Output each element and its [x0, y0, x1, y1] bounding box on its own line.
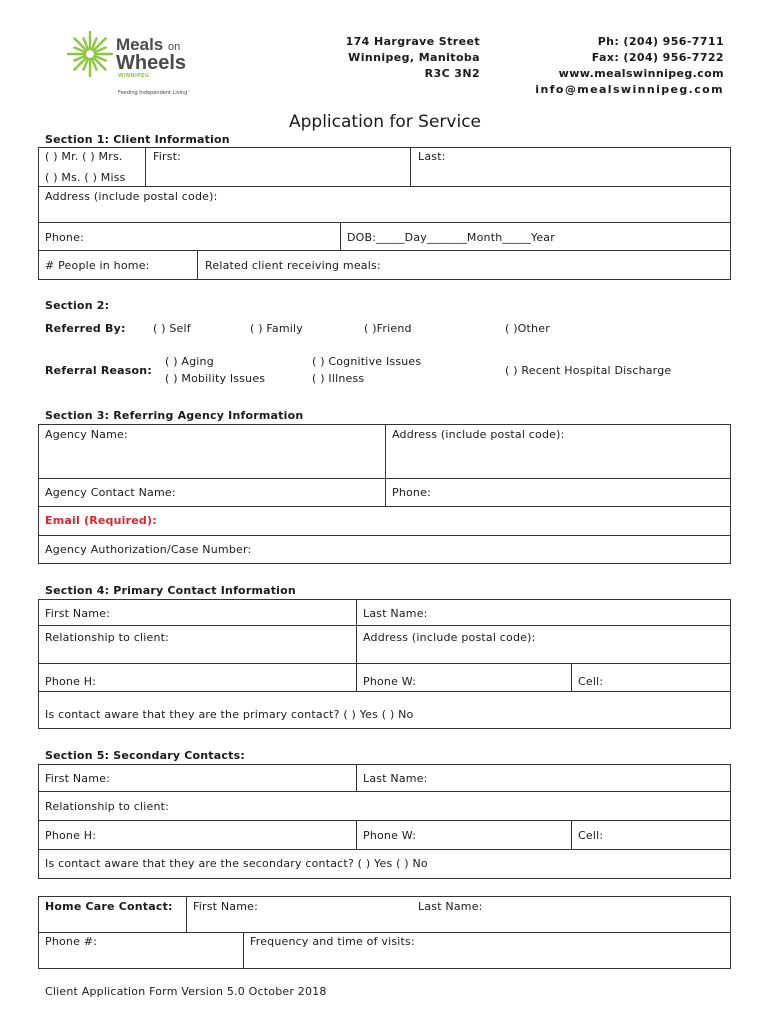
home-care-label: Home Care Contact:	[45, 900, 173, 913]
secondary-first-name-field[interactable]: First Name:	[45, 772, 111, 785]
referral-reason-label: Referral Reason:	[45, 364, 152, 377]
primary-address-field[interactable]: Address (include postal code):	[363, 631, 536, 644]
contact-block	[535, 34, 724, 98]
client-address-field[interactable]: Address (include postal code):	[45, 190, 218, 203]
reason-hospital-discharge-option[interactable]: ( ) Recent Hospital Discharge	[505, 364, 672, 377]
address-block	[346, 34, 480, 82]
client-phone-field[interactable]: Phone:	[45, 231, 84, 244]
referred-family-option[interactable]: ( ) Family	[250, 322, 303, 335]
section3-heading: Section 3: Referring Agency Information	[45, 409, 304, 422]
client-last-name-field[interactable]: Last:	[418, 150, 446, 163]
section4-heading: Section 4: Primary Contact Information	[45, 584, 296, 597]
address-line: R3C 3N2	[424, 67, 480, 80]
referred-self-option[interactable]: ( ) Self	[153, 322, 191, 335]
section1-heading: Section 1: Client Information	[45, 133, 230, 146]
logo-line1-small: on	[167, 41, 181, 53]
logo-tagline: Feeding Independent Living	[118, 90, 188, 96]
secondary-cell-field[interactable]: Cell:	[578, 829, 604, 842]
referred-other-option[interactable]: ( )Other	[505, 322, 550, 335]
address-line: Winnipeg, Manitoba	[348, 51, 480, 64]
reason-cognitive-option[interactable]: ( ) Cognitive Issues	[312, 355, 422, 368]
logo-line1: Meals	[116, 35, 164, 54]
agency-phone-field[interactable]: Phone:	[392, 486, 431, 499]
referred-friend-option[interactable]: ( )Friend	[364, 322, 412, 335]
phone-line: Ph: (204) 956-7711	[597, 35, 724, 48]
salutation-ms-miss[interactable]: ( ) Ms. ( ) Miss	[45, 171, 126, 184]
primary-first-name-field[interactable]: First Name:	[45, 607, 111, 620]
secondary-relationship-field[interactable]: Relationship to client:	[45, 800, 170, 813]
people-in-home-field[interactable]: # People in home:	[45, 259, 150, 272]
sunburst-logo-icon	[66, 30, 114, 78]
secondary-phone-h-field[interactable]: Phone H:	[45, 829, 97, 842]
salutation-mr-mrs[interactable]: ( ) Mr. ( ) Mrs.	[45, 150, 123, 163]
referred-by-label: Referred By:	[45, 322, 126, 335]
agency-authorization-field[interactable]: Agency Authorization/Case Number:	[45, 543, 252, 556]
secondary-last-name-field[interactable]: Last Name:	[363, 772, 428, 785]
footer-version: Client Application Form Version 5.0 October 2018	[45, 985, 327, 998]
logo	[66, 30, 216, 100]
home-care-phone-field[interactable]: Phone #:	[45, 935, 98, 948]
reason-mobility-option[interactable]: ( ) Mobility Issues	[165, 372, 266, 385]
website-line[interactable]: www.mealswinnipeg.com	[558, 67, 724, 80]
home-care-frequency-field[interactable]: Frequency and time of visits:	[250, 935, 415, 948]
section2-heading: Section 2:	[45, 299, 110, 312]
primary-phone-w-field[interactable]: Phone W:	[363, 675, 417, 688]
logo-line2: Wheels	[116, 52, 187, 74]
secondary-aware-question[interactable]: Is contact aware that they are the secondary contact? ( ) Yes ( ) No	[45, 857, 428, 870]
fax-line: Fax: (204) 956-7722	[591, 51, 724, 64]
reason-illness-option[interactable]: ( ) Illness	[312, 372, 365, 385]
agency-name-field[interactable]: Agency Name:	[45, 428, 128, 441]
home-care-first-name-field[interactable]: First Name:	[193, 900, 259, 913]
primary-relationship-field[interactable]: Relationship to client:	[45, 631, 170, 644]
client-first-name-field[interactable]: First:	[153, 150, 182, 163]
primary-phone-h-field[interactable]: Phone H:	[45, 675, 97, 688]
primary-cell-field[interactable]: Cell:	[578, 675, 604, 688]
agency-contact-name-field[interactable]: Agency Contact Name:	[45, 486, 176, 499]
reason-aging-option[interactable]: ( ) Aging	[165, 355, 214, 368]
secondary-phone-w-field[interactable]: Phone W:	[363, 829, 417, 842]
primary-last-name-field[interactable]: Last Name:	[363, 607, 428, 620]
primary-aware-question[interactable]: Is contact aware that they are the primary contact? ( ) Yes ( ) No	[45, 708, 414, 721]
agency-email-field[interactable]: Email (Required):	[45, 514, 157, 527]
home-care-last-name-field[interactable]: Last Name:	[418, 900, 483, 913]
address-line: 174 Hargrave Street	[345, 35, 480, 48]
section5-heading: Section 5: Secondary Contacts:	[45, 749, 245, 762]
agency-address-field[interactable]: Address (include postal code):	[392, 428, 565, 441]
logo-line3: WINNIPEG	[118, 73, 150, 79]
logo-tagline-mark: ™	[187, 90, 191, 94]
related-client-field[interactable]: Related client receiving meals:	[205, 259, 381, 272]
page-title: Application for Service	[289, 112, 481, 132]
client-dob-field[interactable]: DOB:_____Day_______Month_____Year	[347, 231, 555, 244]
email-line[interactable]: info@mealswinnipeg.com	[535, 83, 724, 96]
